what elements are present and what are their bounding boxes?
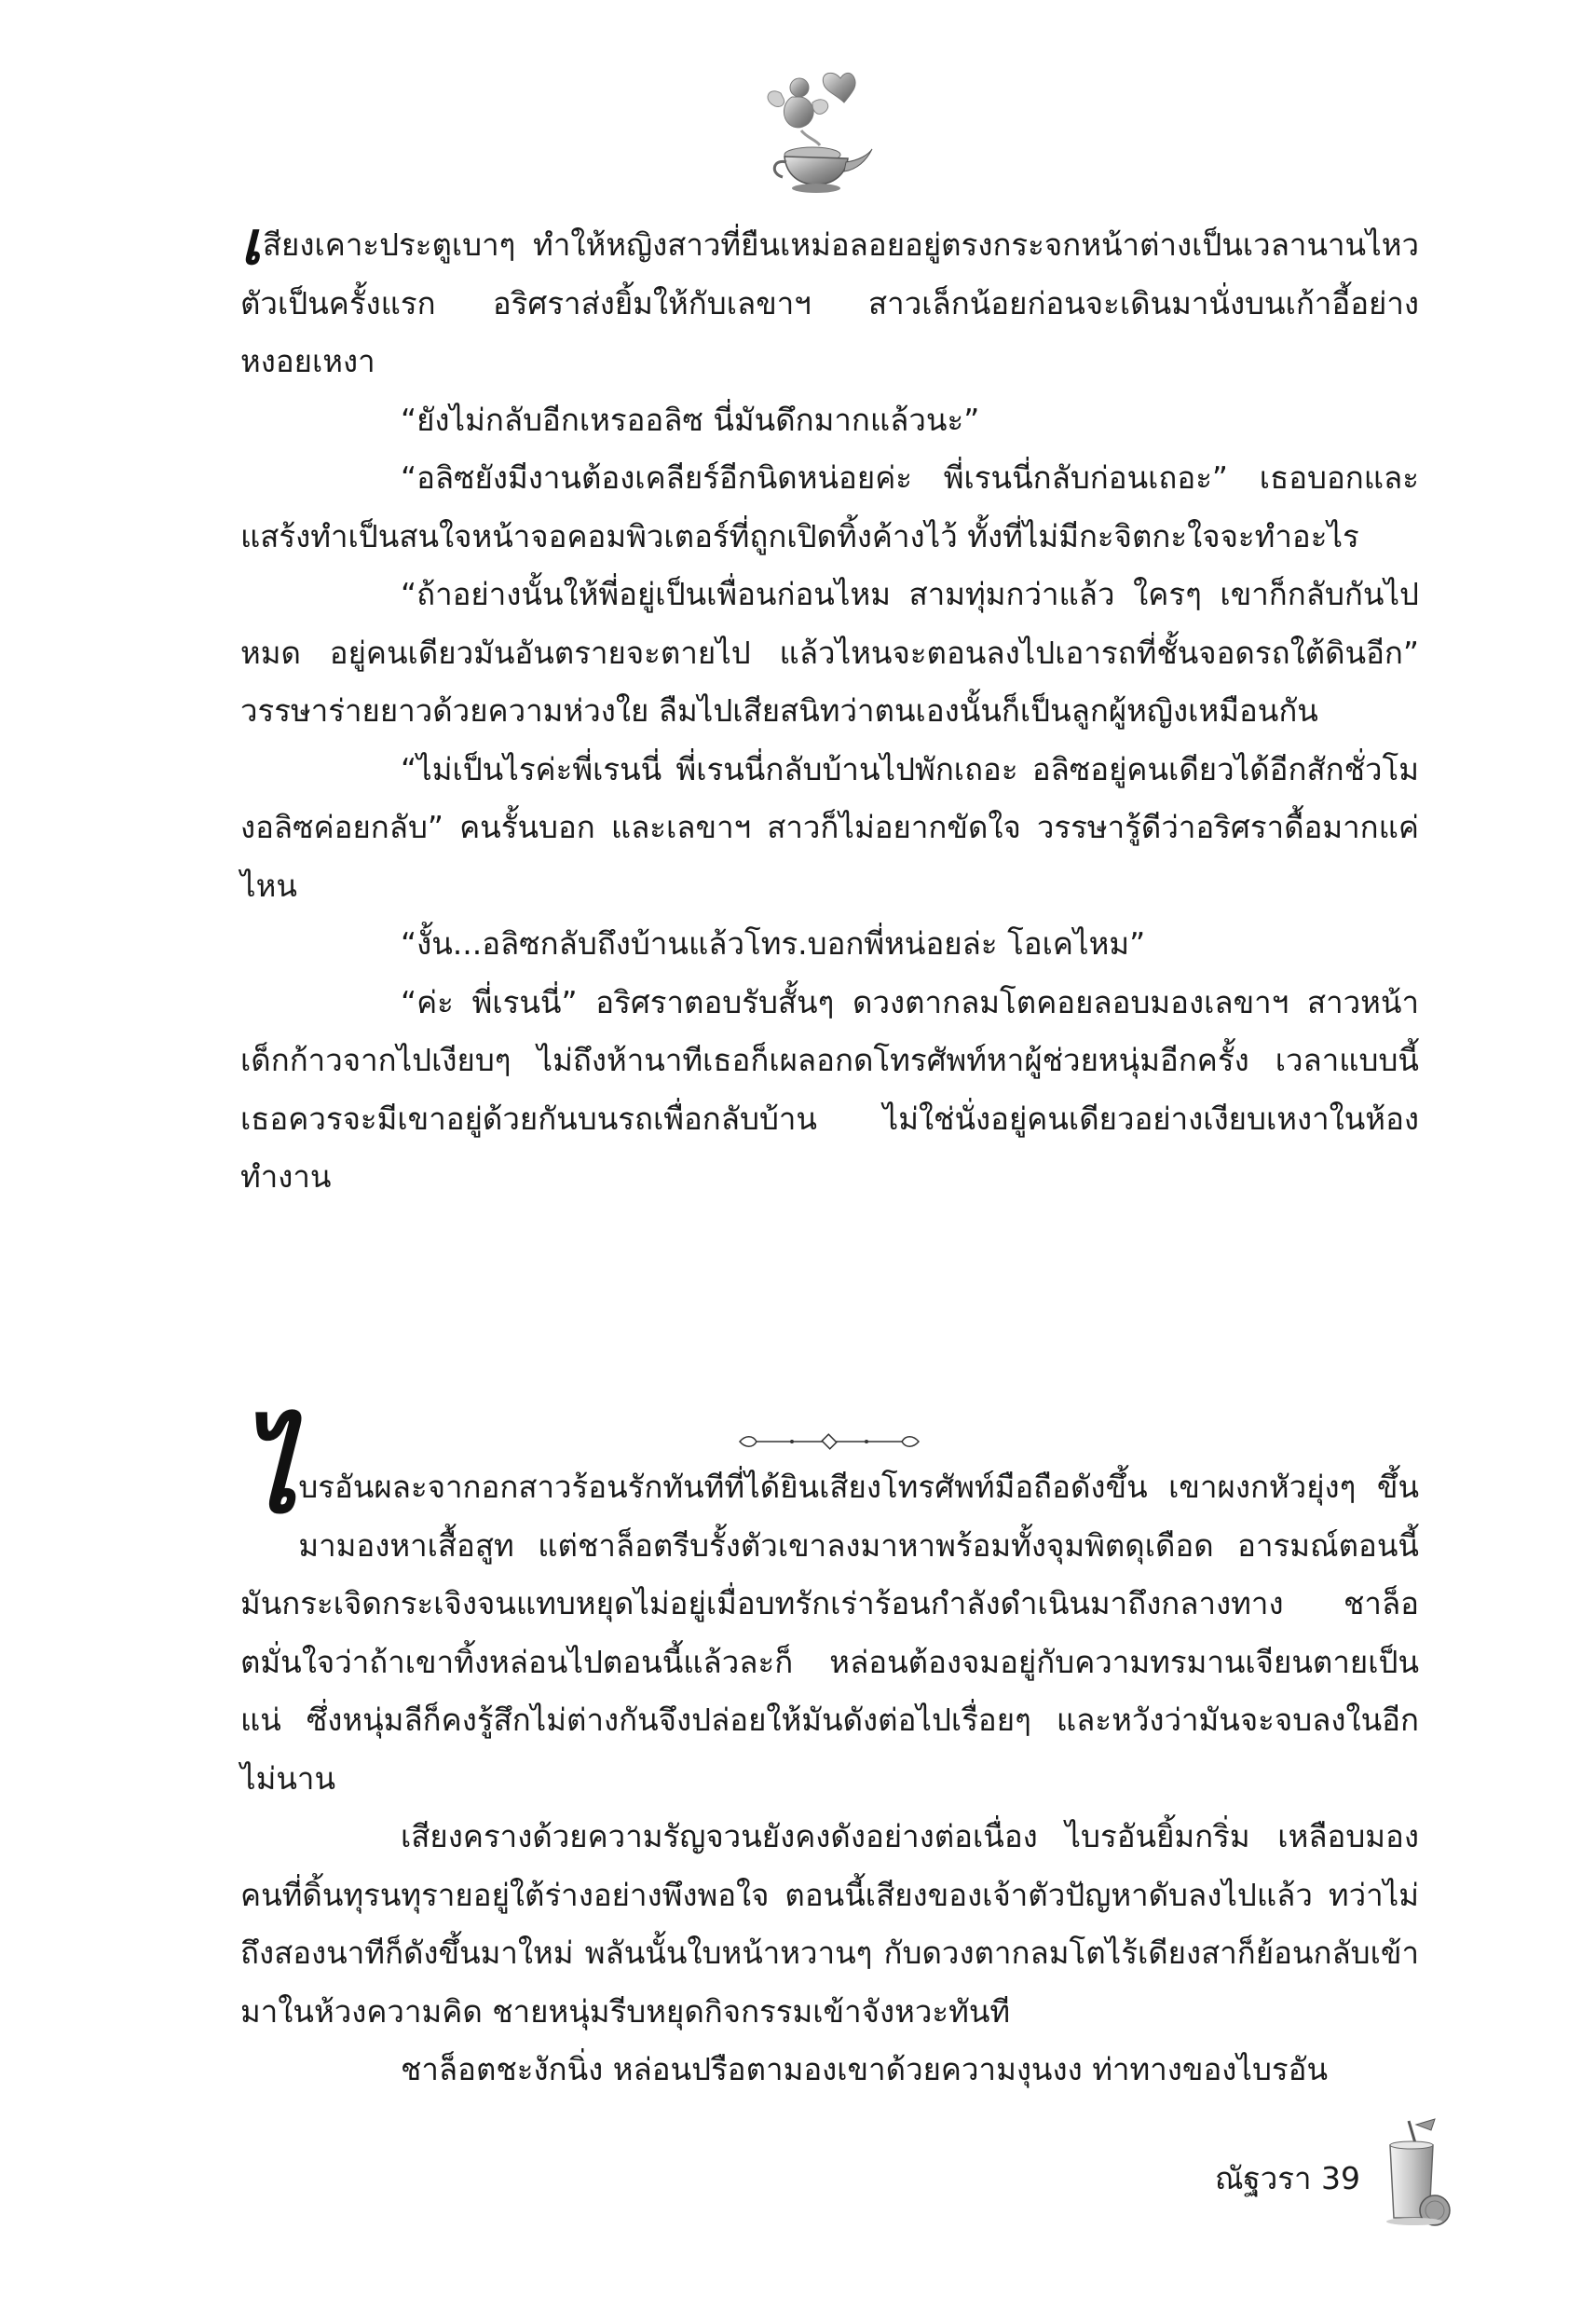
section-1 <box>240 209 1419 1207</box>
paragraph: “งั้น...อลิซกลับถึงบ้านแล้วโทร.บอกพี่หน่อยล่ะ โอเคไหม” <box>401 925 1146 962</box>
drop-cap: เ <box>240 209 261 279</box>
section-2 <box>240 1407 1419 2099</box>
paragraph <box>240 1407 1419 1808</box>
paragraph-text: สียงเคาะประตูเบาๆ ทำให้หญิงสาวที่ยืนเหม่อลอยอยู่ตรงกระจกหน้าต่างเป็นเวลานานไหวตัวเป็นครั้งแรก อริศราส่งยิ้มให้กับเลขาฯ สาวเล็กน้อยก่อนจะเดินมานั่งบนเก้าอี้อย่างหงอยเหงา <box>240 226 1419 379</box>
paragraph: ชาล็อตชะงักนิ่ง หล่อนปรือตามองเขาด้วยความงุนงง ท่าทางของไบรอัน <box>401 2051 1329 2087</box>
paragraph: “อลิซยังมีงานต้องเคลียร์อีกนิดหน่อยค่ะ พี่เรนนี่กลับก่อนเถอะ” เธอบอกและแสร้งทำเป็นสนใจหน้าจอคอมพิวเตอร์ที่ถูกเปิดทิ้งค้างไว้ ทั้งที่ไม่มีกะจิตกะใจจะทำอะไร <box>240 459 1419 554</box>
paragraph: “ค่ะ พี่เรนนี่” อริศราตอบรับสั้นๆ ดวงตากลมโตคอยลอบมองเลขาฯ สาวหน้าเด็กก้าวจากไปเงียบๆ ไม่ถึงห้านาทีเธอก็เผลอกดโทรศัพท์หาผู้ช่วยหนุ่มอีกครั้ง เวลาแบบนี้เธอควรจะมีเขาอยู่ด้วยกันบนรถเพื่อกลับบ้าน ไม่ใช่นั่งอยู่คนเดียวอย่างเงียบเหงาในห้องทำงาน <box>240 983 1419 1195</box>
paragraph: “ถ้าอย่างนั้นให้พี่อยู่เป็นเพื่อนก่อนไหม สามทุ่มกว่าแล้ว ใครๆ เขาก็กลับกันไปหมด อยู่คนเดียวมันอันตรายจะตายไป แล้วไหนจะตอนลงไปเอารถที่ชั้นจอดรถใต้ดินอีก” วรรษาร่ายยาวด้วยความห่วงใย ลืมไปเสียสนิทว่าตนเองนั้นก็เป็นลูกผู้หญิงเหมือนกัน <box>240 576 1419 729</box>
paragraph: “ยังไม่กลับอีกเหรออลิซ นี่มันดึกมากแล้วนะ” <box>401 401 980 438</box>
paragraph <box>240 209 1419 391</box>
cocktail-glass-icon <box>1377 2117 1461 2229</box>
drop-cap: ไ <box>240 1407 297 1538</box>
ornamental-divider-icon <box>736 1431 922 1452</box>
page-footer: ณัฐวรา 39 <box>1214 2160 1360 2196</box>
paragraph: “ไม่เป็นไรค่ะพี่เรนนี่ พี่เรนนี่กลับบ้านไปพักเถอะ อลิซอยู่คนเดียวได้อีกสักชั่วโมงอลิซค่อยกลับ” คนรั้นบอก และเลขาฯ สาวก็ไม่อยากขัดใจ วรรษารู้ดีว่าอริศราดื้อมากแค่ไหน <box>240 750 1419 904</box>
cupid-lamp-icon <box>755 65 876 196</box>
paragraph: เสียงครางด้วยความรัญจวนยังคงดังอย่างต่อเนื่อง ไบรอันยิ้มกริ่ม เหลือบมองคนที่ดิ้นทุรนทุรายอยู่ใต้ร่างอย่างพึงพอใจ ตอนนี้เสียงของเจ้าตัวปัญหาดับลงไปแล้ว ทว่าไม่ถึงสองนาทีก็ดังขึ้นมาใหม่ พลันนั้นใบหน้าหวานๆ กับดวงตากลมโตไร้เดียงสาก็ย้อนกลับเข้ามาในห้วงความคิด ชายหนุ่มรีบหยุดกิจกรรมเข้าจังหวะทันที <box>240 1818 1419 2030</box>
paragraph-text: บรอันผละจากอกสาวร้อนรักทันทีที่ได้ยินเสียงโทรศัพท์มือถือดังขึ้น เขาผงกหัวยุ่งๆ ขึ้นมามองหาเสื้อสูท แต่ชาล็อตรีบรั้งตัวเขาลงมาหาพร้อมทั้งจุมพิตดุเดือด อารมณ์ตอนนี้มันกระเจิดกระเจิงจนแทบหยุดไม่อยู่เมื่อบทรักเร่าร้อนกำลังดำเนินมาถึงกลางทาง ชาล็อตมั่นใจว่าถ้าเขาทิ้งหล่อนไปตอนนี้แล้วละก็ หล่อนต้องจมอยู่กับความทรมานเจียนตายเป็นแน่ ซึ่งหนุ่มลีก็คงรู้สึกไม่ต่างกันจึงปล่อยให้มันดังต่อไปเรื่อยๆ และหวังว่ามันจะจบลงในอีกไม่นาน <box>240 1469 1419 1797</box>
